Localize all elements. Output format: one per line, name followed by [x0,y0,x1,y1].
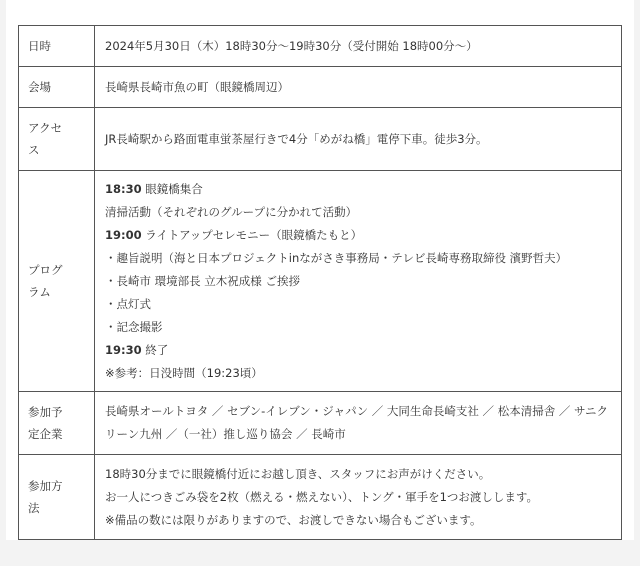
event-info-table [18,25,622,540]
table-row-program [19,171,622,392]
table-row-date [19,26,622,67]
sponsors-label-line1: 参加予 [28,405,63,419]
join-line-2: お一人につきごみ袋を2枚（燃える・燃えない）、トング・軍手を1つお渡しします。 [105,489,538,504]
program-line-4: ・趣旨説明（海と日本プロジェクトinながさき事務局・テレビ長崎専務取締役 濱野哲夫） [105,250,568,265]
date-value [95,26,622,67]
join-value [95,455,622,540]
program-line-3-text: ライトアップセレモニー（眼鏡橋たもと） [141,227,363,242]
venue-label [19,67,95,108]
page-edge-left [0,0,6,566]
program-value [95,171,622,392]
program-line-7: ・記念撮影 [105,319,163,334]
sponsors-label-line2: 定企業 [28,427,63,441]
program-line-2: 清掃活動（それぞれのグループに分かれて活動） [105,204,358,219]
table-row-access [19,108,622,171]
venue-value-text: 長崎県長崎市魚の町（眼鏡橋周辺） [105,79,289,94]
join-label-line2: 法 [28,501,40,515]
venue-value [95,67,622,108]
access-value [95,108,622,171]
page-edge-right [634,0,640,566]
program-label-line1: プログ [28,263,63,277]
access-value-text: JR長崎駅から路面電車蛍茶屋行きで4分「めがね橋」電停下車。徒歩3分。 [105,131,488,146]
program-line-3 [105,224,615,247]
program-line-1 [105,178,615,201]
program-label [19,171,95,392]
sponsors-label [19,392,95,455]
access-label [19,108,95,171]
program-time-3: 19:30 [105,342,142,357]
join-line-1: 18時30分までに眼鏡橋付近にお越し頂き、スタッフにお声がけください。 [105,466,491,481]
venue-label-text: 会場 [28,80,51,94]
program-line-5: ・長崎市 環境部長 立木祝成様 ご挨拶 [105,273,300,288]
join-line-3: ※備品の数には限りがありますので、お渡しできない場合もございます。 [105,512,482,527]
program-time-2: 19:00 [105,227,142,242]
table-row-join [19,455,622,540]
program-line-9: ※参考：日没時間（19:23頃） [105,365,263,380]
program-line-8-text: 終了 [141,342,169,357]
table-row-sponsors [19,392,622,455]
program-label-line2: ラム [28,285,51,299]
date-value-text: 2024年5月30日（木）18時30分～19時30分（受付開始 18時00分～） [105,38,478,53]
join-label-line1: 参加方 [28,479,63,493]
program-line-8 [105,339,615,362]
date-label [19,26,95,67]
join-label [19,455,95,540]
sponsors-value-text: 長崎県オールトヨタ ／ セブン-イレブン・ジャパン ／ 大同生命長崎支社 ／ 松本清掃舎 ／ サニクリーン九州 ／（一社）推し巡り協会 ／ 長崎市 [105,404,609,441]
sponsors-value [95,392,622,455]
access-label-line2: ス [28,143,40,157]
date-label-text: 日時 [28,39,51,53]
page-edge-bottom [0,540,640,566]
program-line-1-text: 眼鏡橋集合 [141,181,203,196]
program-line-6: ・点灯式 [105,296,151,311]
table-row-venue [19,67,622,108]
program-time-1: 18:30 [105,181,142,196]
access-label-line1: アクセ [28,121,63,135]
